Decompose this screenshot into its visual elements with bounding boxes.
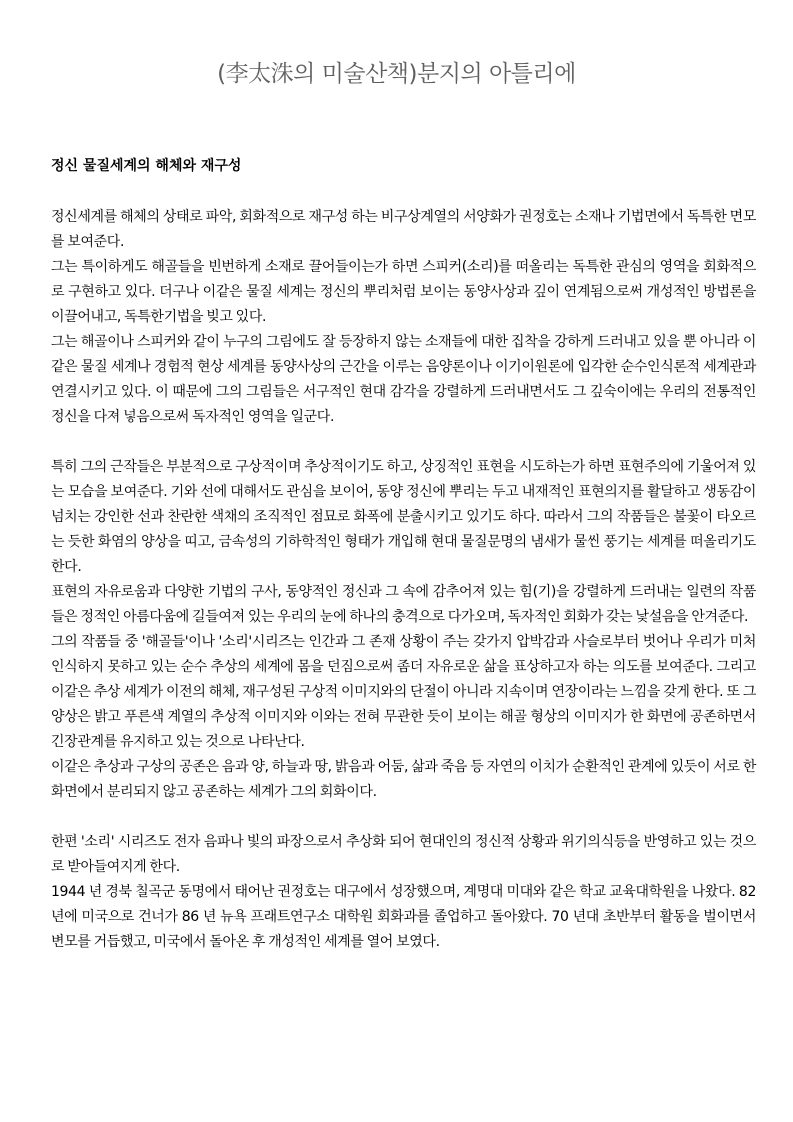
paragraph: 이같은 추상과 구상의 공존은 음과 양, 하늘과 땅, 밝음과 어둠, 삶과 죽음 등 자연의 이치가 순환적인 관계에 있듯이 서로 한 화면에서 분리되지 않고 공존하는 세계가 그의 회화이다. [51,759,756,800]
paragraph: 정신세계를 해체의 상태로 파악, 회화적으로 재구성 하는 비구상계열의 서양화가 권정호는 소재나 기법면에서 독특한 면모를 보여준다. [51,209,756,250]
paragraph: 특히 그의 근작들은 부분적으로 구상적이며 추상적이기도 하고, 상징적인 표현을 시도하는가 하면 표현주의에 기울어져 있는 모습을 보여준다. 기와 선에 대해서도 관심을 보이어, 동양 정신에 뿌리는 두고 내재적인 표현의지를 활달하고 생동감이 넘치는 강인한 선과 찬란한 색채의 조직적인 점묘로 화폭에 분출시키고 있기도 하다. 따라서 그의 작품들은 불꽃이 타오르는 듯한 화염의 양상을 띠고, 금속성의 기하학적인 형태가 개입해 현대 물질문명의 냄새가 물씬 풍기는 세계를 떠올리기도 한다. [51,459,756,575]
paragraph: 그는 특이하게도 해골들을 빈번하게 소재로 끌어들이는가 하면 스피커(소리)를 떠올리는 독특한 관심의 영역을 회화적으로 구현하고 있다. 더구나 이같은 물질 세계는 정신의 뿌리처럼 보이는 동양사상과 깊이 연계됨으로써 개성적인 방법론을 이끌어내고, 독특한기법을 빚고 있다. [51,259,756,325]
paragraph-gap [51,805,756,830]
document-title: (李太洙의 미술산책)분지의 아틀리에 [217,61,576,87]
paragraph: 표현의 자유로움과 다양한 기법의 구사, 동양적인 정신과 그 속에 감추어져 있는 힘(기)을 강렬하게 드러내는 일련의 작품들은 정적인 아름다움에 길들여져 있는 우리의 눈에 하나의 충격으로 다가오며, 독자적인 회화가 갖는 낯설음을 안겨준다. [51,584,756,625]
paragraph-gap [51,430,756,455]
section-heading: 정신 물질세계의 해체와 재구성 [51,158,242,174]
body-text [51,205,756,955]
paragraph: 그는 해골이나 스피커와 같이 누구의 그림에도 잘 등장하지 않는 소재들에 대한 집착을 강하게 드러내고 있을 뿐 아니라 이같은 물질 세계나 경험적 현상 세계를 동양사상의 근간을 이루는 음양론이나 이기이원론에 입각한 순수인식론적 세계관과 연결시키고 있다. 이 때문에 그의 그림들은 서구적인 현대 감각을 강렬하게 드러내면서도 그 깊숙이에는 우리의 전통적인 정신을 다져 넣음으로써 독자적인 영역을 일군다. [51,334,756,425]
paragraph: 그의 작품들 중 '해골들'이나 '소리'시리즈는 인간과 그 존재 상황이 주는 갖가지 압박감과 사슬로부터 벗어나 우리가 미처 인식하지 못하고 있는 순수 추상의 세계에 몸을 던짐으로써 좀더 자유로운 삶을 표상하고자 하는 의도를 보여준다. 그리고 이같은 추상 세계가 이전의 해체, 재구성된 구상적 이미지와의 단절이 아니라 지속이며 연장이라는 느낌을 갖게 한다. 또 그 양상은 밝고 푸른색 계열의 추상적 이미지와 이와는 전혀 무관한 듯이 보이는 해골 형상의 이미지가 한 화면에 공존하면서 긴장관계를 유지하고 있는 것으로 나타난다. [51,634,756,750]
paragraph: 한편 '소리' 시리즈도 전자 음파나 빛의 파장으로서 추상화 되어 현대인의 정신적 상황과 위기의식등을 반영하고 있는 것으로 받아들여지게 한다. [51,834,756,875]
paragraph: 1944 년 경북 칠곡군 동명에서 태어난 권정호는 대구에서 성장했으며, 계명대 미대와 같은 학교 교육대학원을 나왔다. 82 년에 미국으로 건너가 86 년 뉴욕 프래트연구소 대학원 회화과를 졸업하고 돌아왔다. 70 년대 초반부터 활동을 벌이면서 변모를 거듭했고, 미국에서 돌아온 후 개성적인 세계를 열어 보였다. [51,884,756,950]
